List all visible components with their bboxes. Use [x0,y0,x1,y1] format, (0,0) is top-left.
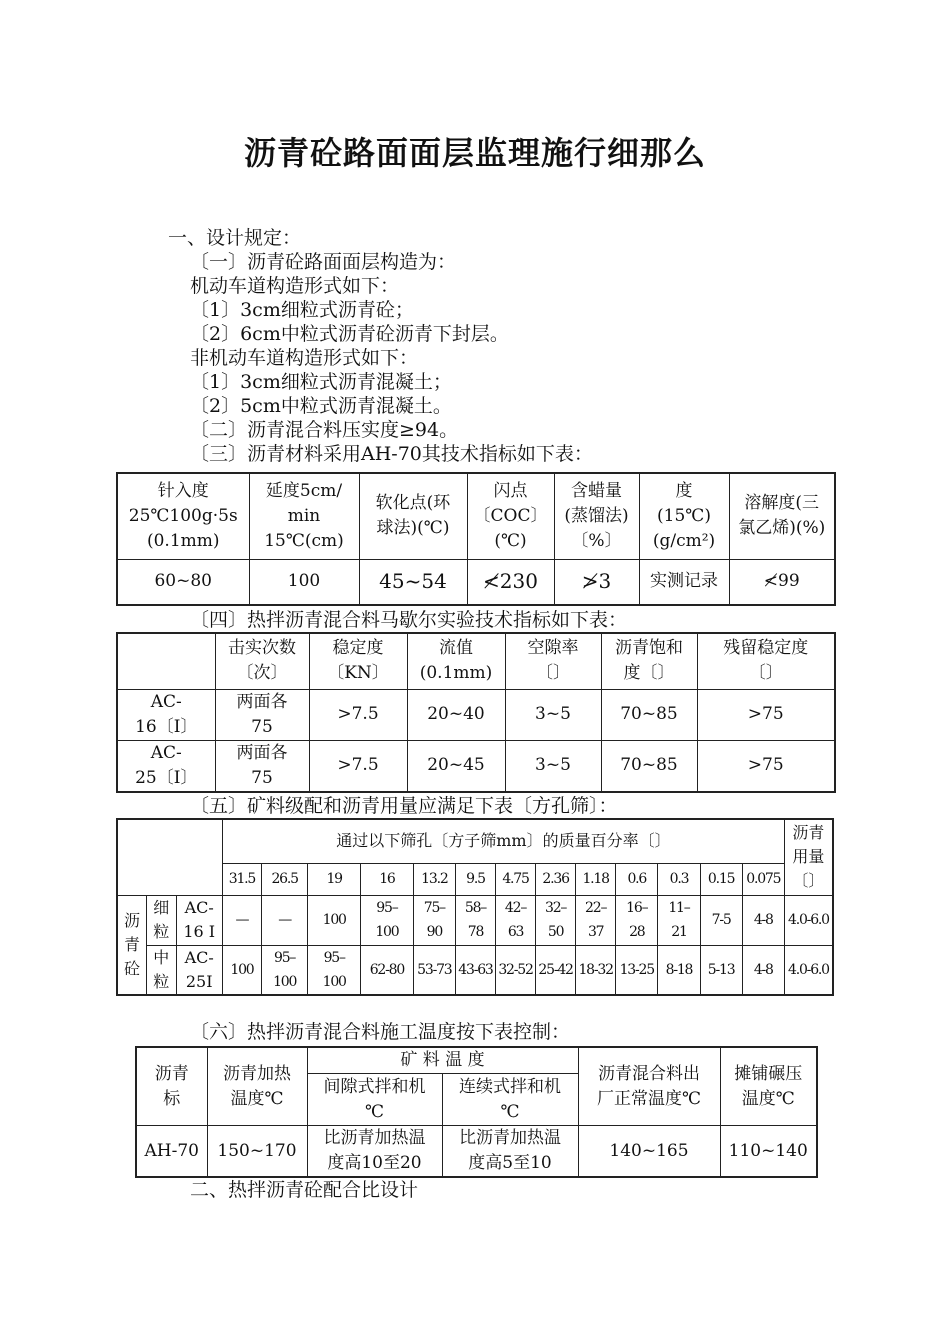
section-mix-design: 二、热拌沥青砼配合比设计 [190,1179,419,1201]
air-voids-value: 3~5 [505,689,601,740]
passing-value: 95– 100 [361,895,414,945]
stability-value: >7.5 [309,689,407,740]
passing-value: 58– 78 [455,895,495,945]
passing-value: — [261,895,307,945]
header-compaction-blows: 击实次数 〔次〕 [215,633,309,689]
gradation-table [116,818,834,996]
passing-value: 100 [222,945,261,995]
header-ductility: 延度5cm/ min 15℃(cm) [249,473,359,559]
page-title: 沥青砼路面面层监理施行细那么 [243,134,706,172]
header-blank [117,819,222,895]
table-row [117,689,835,740]
passing-value: 95– 100 [261,945,307,995]
sieve-size: 16 [361,863,414,895]
header-solubility: 溶解度(三 氯乙烯)(%) [729,473,835,559]
saturation-value: 70~85 [601,689,697,740]
header-paving-temp: 摊铺碾压 温度℃ [720,1047,817,1126]
passing-value: 18-32 [576,945,616,995]
passing-value: 62-80 [361,945,414,995]
asphalt-spec-value-row [117,559,835,605]
sieve-size: 9.5 [455,863,495,895]
motor-lane-layer-2: 〔2〕6cm中粒式沥青砼沥青下封层。 [190,323,509,345]
value-solubility: ≮99 [729,559,835,605]
continuous-mixer-value: 比沥青加热温 度高5至10 [442,1126,578,1178]
batch-mixer-value: 比沥青加热温 度高10至20 [307,1126,442,1178]
saturation-value: 70~85 [601,740,697,792]
value-flash-point: ≮230 [467,559,554,605]
table-row [117,895,833,945]
header-stability: 稳定度 〔KN〕 [309,633,407,689]
passing-value: 32– 50 [536,895,576,945]
passing-value: 5-13 [700,945,742,995]
sieve-size: 0.15 [700,863,742,895]
construction-temperature-table [135,1046,818,1178]
passing-value: 100 [308,895,361,945]
passing-value: 16– 28 [616,895,658,945]
sieve-size: 19 [308,863,361,895]
temperature-header-row [136,1047,817,1074]
header-flow: 流值 (0.1mm) [407,633,505,689]
motor-lane-layer-1: 〔1〕3cm细粒式沥青砼； [190,299,414,321]
header-density: 度 (15℃) (g/cm²) [639,473,729,559]
air-voids-value: 3~5 [505,740,601,792]
sieve-size: 4.75 [496,863,536,895]
passing-value: 13-25 [616,945,658,995]
passing-value: 32-52 [496,945,536,995]
passing-value: — [222,895,261,945]
sieve-size-row [117,863,833,895]
passing-value: 7-5 [700,895,742,945]
asphalt-content-value: 4.0-6.0 [784,895,833,945]
asphalt-material-heading: 〔三〕沥青材料采用AH-70其技术指标如下表： [190,443,593,465]
sub-structure-heading: 〔一〕沥青砼路面面层构造为： [190,251,457,273]
gradation-heading: 〔五〕矿料级配和沥青用量应满足下表〔方孔筛〕： [190,795,618,817]
nonmotor-lane-layer-2: 〔2〕5cm中粒式沥青混凝土。 [190,395,452,417]
header-wax-content: 含蜡量 (蒸馏法) 〔%〕 [554,473,639,559]
passing-value: 4-8 [742,945,784,995]
gradation-kind: 中 粒 [147,945,177,995]
heating-temp-value: 150~170 [207,1126,307,1178]
residual-stability-value: >75 [697,689,835,740]
asphalt-spec-table [116,472,836,606]
mix-type: AC- 25I [176,945,222,995]
header-flash-point: 闪点 〔COC〕 (℃) [467,473,554,559]
header-residual-stability: 残留稳定度 〔〕 [697,633,835,689]
table-row [117,740,835,792]
sieve-size: 2.36 [536,863,576,895]
sieve-size: 13.2 [413,863,455,895]
nonmotor-lane-heading: 非机动车道构造形式如下： [190,347,419,369]
value-softening-point: 45~54 [359,559,467,605]
asphalt-grade-value: AH-70 [136,1126,207,1178]
temperature-heading: 〔六〕热拌沥青混合料施工温度按下表控制： [190,1021,571,1043]
asphalt-content-value: 4.0-6.0 [784,945,833,995]
passing-value: 8-18 [658,945,700,995]
sieve-size: 0.075 [742,863,784,895]
sieve-size: 26.5 [261,863,307,895]
marshall-test-heading: 〔四〕热拌沥青混合料马歇尔实验技术指标如下表： [190,609,628,631]
sieve-size: 0.6 [616,863,658,895]
asphalt-concrete-label: 沥 青 砼 [117,895,147,995]
mix-type: AC- 25〔I〕 [117,740,215,792]
passing-value: 75– 90 [413,895,455,945]
passing-value: 22– 37 [576,895,616,945]
header-blank [117,633,215,689]
header-passing-percentage: 通过以下筛孔〔方子筛mm〕的质量百分率〔〕 [222,819,784,863]
header-mineral-temperature: 矿 料 温 度 [307,1047,578,1074]
value-wax-content: ≯3 [554,559,639,605]
blow-count: 两面各 75 [215,689,309,740]
header-softening-point: 软化点(环 球法)(℃) [359,473,467,559]
discharge-temp-value: 140~165 [578,1126,720,1178]
value-penetration: 60~80 [117,559,249,605]
sieve-size: 0.3 [658,863,700,895]
gradation-kind: 细 粒 [147,895,177,945]
gradation-header-row [117,819,833,863]
flow-value: 20~45 [407,740,505,792]
nonmotor-lane-layer-1: 〔1〕3cm细粒式沥青混凝土； [190,371,452,393]
flow-value: 20~40 [407,689,505,740]
sieve-size: 1.18 [576,863,616,895]
header-penetration: 针入度 25℃100g·5s (0.1mm) [117,473,249,559]
passing-value: 25-42 [536,945,576,995]
compaction-requirement: 〔二〕沥青混合料压实度≥94。 [190,419,459,441]
header-saturation: 沥青饱和 度〔〕 [601,633,697,689]
value-density: 实测记录 [639,559,729,605]
table-row [136,1126,817,1178]
paving-temp-value: 110~140 [720,1126,817,1178]
motor-lane-heading: 机动车道构造形式如下： [190,275,400,297]
value-ductility: 100 [249,559,359,605]
header-air-voids: 空隙率 〔〕 [505,633,601,689]
blow-count: 两面各 75 [215,740,309,792]
header-asphalt-heating-temp: 沥青加热 温度℃ [207,1047,307,1126]
header-mix-discharge-temp: 沥青混合料出 厂正常温度℃ [578,1047,720,1126]
header-asphalt-grade: 沥青 标 [136,1047,207,1126]
passing-value: 43-63 [455,945,495,995]
sieve-size: 31.5 [222,863,261,895]
passing-value: 53-73 [413,945,455,995]
stability-value: >7.5 [309,740,407,792]
passing-value: 11– 21 [658,895,700,945]
passing-value: 4-8 [742,895,784,945]
marshall-test-table [116,632,836,793]
passing-value: 95– 100 [308,945,361,995]
asphalt-spec-header-row [117,473,835,559]
section-design-requirements: 一、设计规定： [168,227,302,249]
mix-type: AC- 16〔I〕 [117,689,215,740]
passing-value: 42– 63 [496,895,536,945]
header-asphalt-content: 沥青 用量 〔〕 [784,819,833,895]
header-continuous-mixer: 连续式拌和机 ℃ [442,1074,578,1126]
header-batch-mixer: 间隙式拌和机 ℃ [307,1074,442,1126]
table-row [117,945,833,995]
mix-type: AC- 16 I [176,895,222,945]
marshall-header-row [117,633,835,689]
residual-stability-value: >75 [697,740,835,792]
